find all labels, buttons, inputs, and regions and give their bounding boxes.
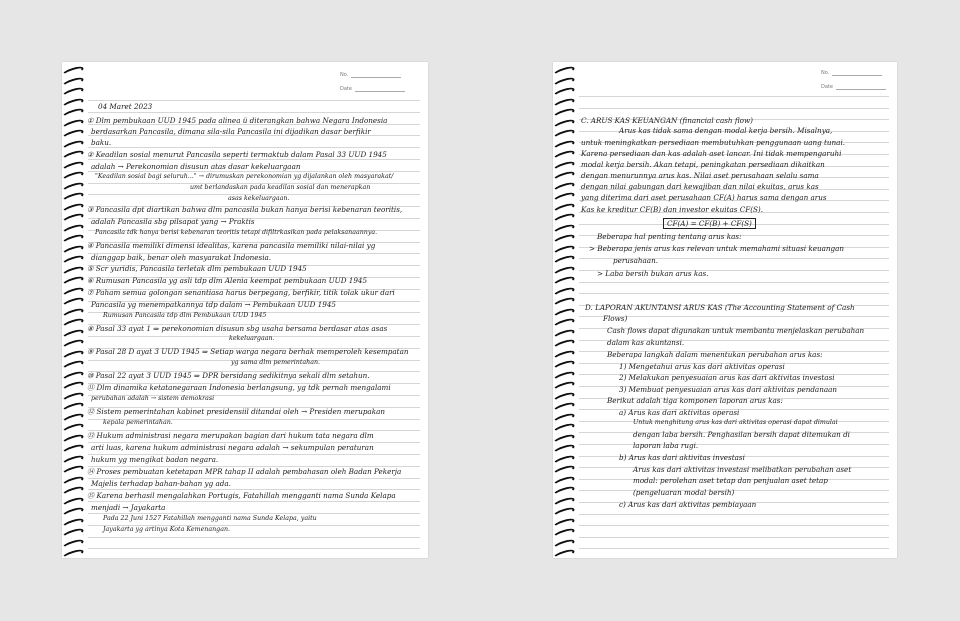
handwritten-line: Arus kas dari aktivitas investasi melibatkan perubahan aset — [633, 465, 852, 474]
ruled-line — [579, 282, 889, 283]
handwritten-line: ⑫ Sistem pemerintahan kabinet presidensiil ditandai oleh → Presiden merupakan — [87, 407, 385, 416]
notebook-page-left — [62, 62, 428, 558]
handwritten-line: "Keadilan sosial bagi seluruh..." → dirumuskan perekonomian yg dijalankan oleh masyarakat/ — [95, 173, 394, 180]
handwritten-line: dianggap baik, benar oleh masyarakat Indonesia. — [91, 253, 272, 262]
handwritten-line: ⑭ Proses pembuatan ketetapan MPR tahap II adalah pembahasan oleh Badan Pekerja — [87, 467, 402, 476]
handwritten-line: Berikut adalah tiga komponen laporan arus kas: — [607, 396, 783, 405]
handwritten-line: umt berlandaskan pada keadilan sosial dan menerapkan — [190, 184, 371, 191]
handwritten-line: Beberapa langkah dalam menentukan perubahan arus kas: — [607, 350, 823, 359]
handwritten-line: 04 Maret 2023 — [98, 102, 153, 111]
handwritten-line: D. LAPORAN AKUNTANSI ARUS KAS (The Accounting Statement of Cash — [585, 303, 855, 312]
handwritten-line: arti luas, karena hukum administrasi negara adalah → sekumpulan peraturan — [91, 443, 374, 452]
handwritten-line: Jayakarta yg artinya Kota Kemenangan. — [103, 526, 231, 533]
ruled-line — [88, 537, 420, 538]
date-label: Date — [821, 84, 833, 90]
handwritten-line: 1) Mengetahui arus kas dari aktivitas operasi — [619, 362, 785, 371]
handwritten-line: baku. — [91, 138, 112, 147]
left-page-text — [62, 62, 428, 558]
handwritten-line: menjadi → Jayakarta — [91, 503, 166, 512]
handwritten-line: modal: perolehan aset tetap dan penjualan aset tetap — [633, 476, 828, 485]
handwritten-line: a) Arus kas dari aktivitas operasi — [619, 408, 740, 417]
handwritten-line: Cash flows dapat digunakan untuk membantu menjelaskan perubahan — [607, 326, 865, 335]
handwritten-line: Kas ke kreditur CF(B) dan investor ekuitas CF(S). — [581, 205, 764, 214]
handwritten-line: b) Arus kas dari aktivitas investasi — [619, 453, 745, 462]
ruled-line — [88, 112, 420, 113]
handwritten-line: berdasarkan Pancasila, dimana sila-sila Pancasila ini dijadikan dasar berfikir — [91, 127, 371, 136]
handwritten-line: dalam kas akuntansi. — [607, 338, 685, 347]
handwritten-line: Flows) — [603, 314, 628, 323]
ruled-line — [579, 293, 889, 294]
handwritten-line: Pada 22 Juni 1527 Fatahillah mengganti nama Sunda Kelapa, yaitu — [103, 515, 317, 522]
date-label: Date — [340, 86, 352, 92]
ruled-line — [579, 444, 889, 445]
handwritten-line: ⑨ Pasal 28 D ayat 3 UUD 1945 ⇒ Setiap warga negara berhak memperoleh kesempatan — [87, 347, 409, 356]
handwritten-line: ⑤ Scr yuridis, Pancasila terletak dlm pembukaan UUD 1945 — [87, 264, 307, 273]
handwritten-line: > Beberapa jenis arus kas relevan untuk memahami situasi keuangan — [589, 244, 845, 253]
handwritten-line: dengan laba bersih. Penghasilan bersih dapat ditemukan di — [633, 430, 850, 439]
ruled-line — [88, 100, 420, 101]
notebook-page-right — [553, 62, 897, 558]
ruled-line — [88, 548, 420, 549]
handwritten-line: Pancasila yg menempatkannya tdp dalam → Pembukaan UUD 1945 — [91, 300, 336, 309]
handwritten-line: Arus kas tidak sama dengan modal kerja bersih. Misalnya, — [619, 126, 833, 135]
handwritten-line: kekeluargaan. — [229, 335, 275, 342]
handwritten-line: perusahaan. — [613, 256, 659, 265]
handwritten-line: hukum yg mengikat badan negara. — [91, 455, 219, 464]
handwritten-line: ⑮ Karena berhasil mengalahkan Portugis, Fatahillah mengganti nama Sunda Kelapa — [87, 491, 396, 500]
ruled-line — [579, 96, 889, 97]
handwritten-line: ⑥ Rumusan Pancasila yg asli tdp dlm Alenia keempat pembukaan UUD 1945 — [87, 276, 368, 285]
handwritten-line: kepala pemerintahan. — [103, 419, 173, 426]
handwritten-line: yg sama dlm pemerintahan. — [231, 359, 321, 366]
handwritten-line: asas kekeluargaan. — [228, 195, 290, 202]
handwritten-line: ④ Pancasila memiliki dimensi idealitas, karena pancasila memiliki nilai-nilai yg — [87, 241, 376, 250]
ruled-line — [88, 513, 420, 514]
handwritten-line: ⑩ Pasal 22 ayat 3 UUD 1945 ⇒ DPR bersidang sedikitnya sekali dlm setahun. — [87, 371, 370, 380]
handwritten-line: ⑪ Dlm dinamika ketatanegaraan Indonesia berlangsung, yg tdk pernah mengalami — [87, 383, 391, 392]
handwritten-line: Majelis terhadap bahan-bahan yg ada. — [91, 479, 231, 488]
handwritten-line: ⑧ Pasal 33 ayat 1 ⇒ perekonomian disusun sbg usaha bersama berdasar atas asas — [87, 324, 388, 333]
handwritten-line: dengan menurunnya arus kas. Nilai aset perusahaan selalu sama — [581, 171, 819, 180]
handwritten-line: Rumusan Pancasila tdp dlm Pembukaan UUD 1945 — [103, 312, 267, 319]
handwritten-line: 2) Melakukan penyesuaian arus kas dari aktivitas investasi — [619, 373, 835, 382]
handwritten-line: C. ARUS KAS KEUANGAN (financial cash flow) — [581, 116, 753, 125]
no-label: No. — [340, 72, 349, 78]
handwritten-line: CF(A) = CF(B) + CF(S) — [663, 218, 756, 229]
handwritten-line: yang diterima dari aset perusahaan CF(A) harus sama dengan arus — [581, 193, 827, 202]
handwritten-line: ③ Pancasila dpt diartikan bahwa dlm pancasila bukan hanya berisi kebenaran teoritis, — [87, 205, 403, 214]
handwritten-line: Karena persediaan dan kas adalah aset lancar. Ini tidak mempengaruhi — [581, 149, 842, 158]
handwritten-line: ① Dlm pembukaan UUD 1945 pada alinea ü diterangkan bahwa Negara Indonesia — [87, 116, 388, 125]
handwritten-line: Beberapa hal penting tentang arus kas: — [597, 232, 742, 241]
handwritten-line: > Laba bersih bukan arus kas. — [597, 269, 709, 278]
handwritten-line: Pancasila tdk hanya berisi kebenaran teoritis tetapi difiltrkasikan pada pelaksanaannya. — [95, 229, 378, 236]
handwritten-line: ⑦ Paham semua golongan senantiasa harus berpegang, berfikir, titik tolak ukur dari — [87, 288, 395, 297]
no-label: No. — [821, 70, 830, 76]
handwritten-line: ② Keadilan sosial menurut Pancasila seperti termaktub dalam Pasal 33 UUD 1945 — [87, 150, 387, 159]
handwritten-line: Untuk menghitung arus kas dari aktivitas operasi dapat dimulai — [633, 419, 838, 426]
handwritten-line: dengan nilai gabungan dari kewajiban dan nilai ekuitas, arus kas — [581, 182, 819, 191]
ruled-line — [579, 514, 889, 515]
handwritten-line: c) Arus kas dari aktivitas pembiayaan — [619, 500, 757, 509]
handwritten-line: 3) Membuat penyesuaian arus kas dari aktivitas pendanaan — [619, 385, 838, 394]
handwritten-line: ⑬ Hukum administrasi negara merupakan bagian dari hukum tata negara dlm — [87, 431, 374, 440]
handwritten-line: adalah → Perekonomian disusun atas dasar kekeluargaan — [91, 162, 301, 171]
ruled-line — [88, 159, 420, 160]
ruled-line — [88, 147, 420, 148]
ruled-line — [579, 548, 889, 549]
ruled-line — [579, 525, 889, 526]
handwritten-line: perubahan adalah → sistem demokrasi — [91, 395, 215, 402]
ruled-line — [579, 537, 889, 538]
handwritten-line: (pengeluaran modal bersih) — [633, 488, 735, 497]
ruled-line — [579, 108, 889, 109]
handwritten-line: laporan laba rugi. — [633, 441, 699, 450]
handwritten-line: untuk meningkatkan persediaan membutuhkan penggunaan uang tunai. — [581, 138, 846, 147]
handwritten-line: modal kerja bersih. Akan tetapi, peningkatan persediaan dikaitkan — [581, 160, 825, 169]
handwritten-line: adalah Pancasila sbg pilsapat yang → Praktis — [91, 217, 255, 226]
right-page-text — [553, 62, 897, 558]
